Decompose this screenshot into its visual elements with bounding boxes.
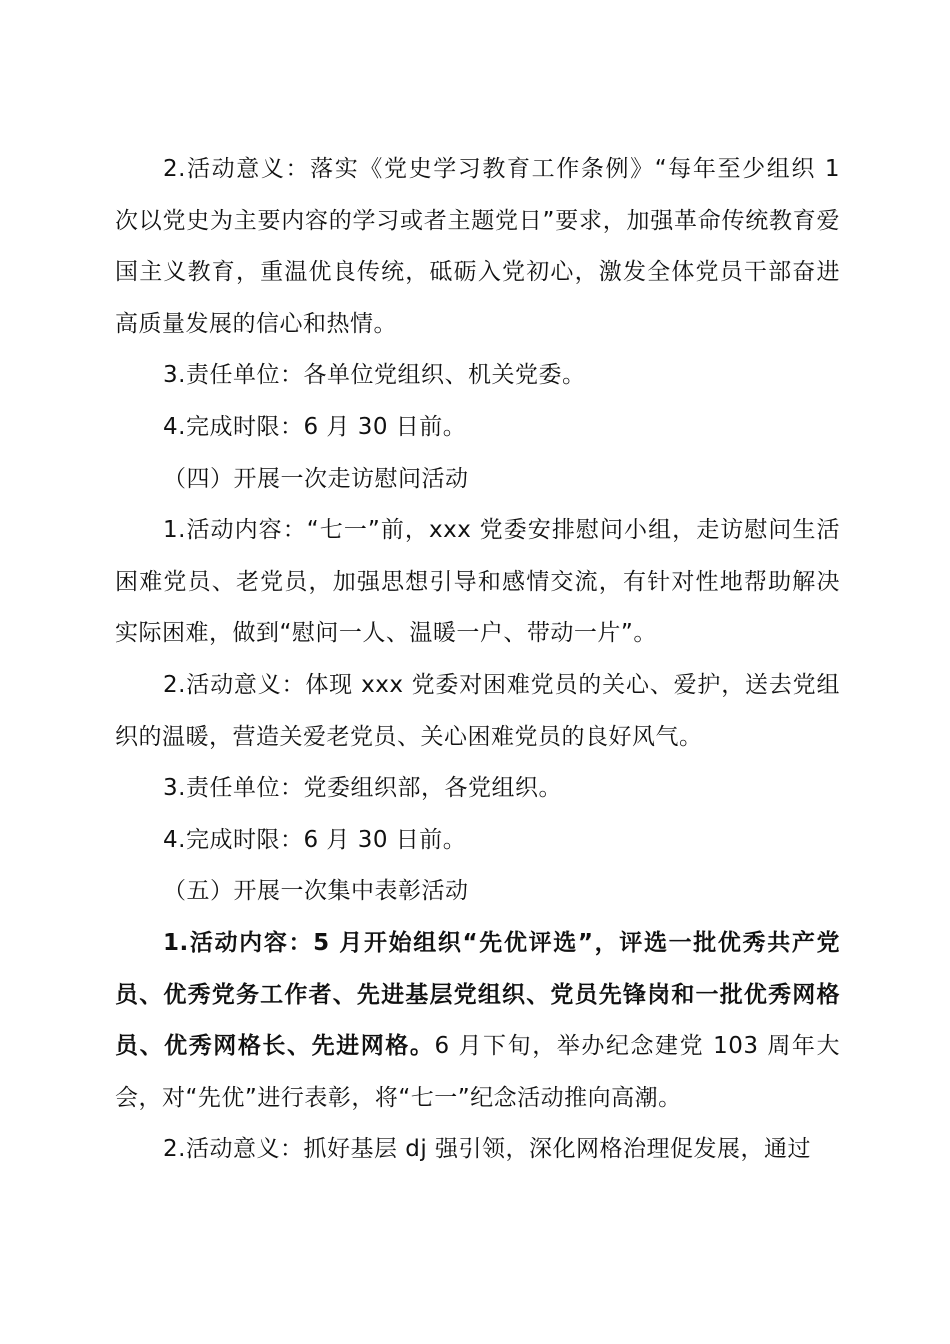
commendation-content-rest: 6 月下旬，举办纪念建党 103 周年大会，对“先优”进行表彰，将“七一”纪念活动推向高潮。 <box>115 1033 841 1111</box>
document-body <box>115 144 840 1176</box>
paragraph-visit-content: 1.活动内容：“七一”前，xxx 党委安排慰问小组，走访慰问生活困难党员、老党员，加强思想引导和感情交流，有针对性地帮助解决实际困难，做到“慰问一人、温暖一户、带动一片”。 <box>115 517 840 647</box>
paragraph-activity-significance: 2.活动意义：落实《党史学习教育工作条例》“每年至少组织 1 次以党史为主要内容的学习或者主题党日”要求，加强革命传统教育爱国主义教育，重温优良传统，砥砺入党初心，激发全体党员干部奋进高质量发展的信心和热情。 <box>115 156 840 337</box>
paragraph-commendation-content <box>115 918 840 1124</box>
paragraph-visit-deadline: 4.完成时限：6 月 30 日前。 <box>163 826 467 853</box>
paragraph-deadline: 4.完成时限：6 月 30 日前。 <box>163 413 467 440</box>
paragraph-visit-responsible-unit: 3.责任单位：党委组织部，各党组织。 <box>163 775 562 802</box>
section-heading-visit: （四）开展一次走访慰问活动 <box>163 465 469 492</box>
paragraph-commendation-significance: 2.活动意义：抓好基层 dj 强引领，深化网格治理促发展，通过 <box>163 1136 812 1163</box>
commendation-content-bold: 1.活动内容：5 月开始组织“先优评选”，评选一批优秀共产党员、优秀党务工作者、先进基层党组织、党员先锋岗和一批优秀网格员、优秀网格长、先进网格。 <box>115 929 840 1060</box>
section-heading-commendation: （五）开展一次集中表彰活动 <box>163 878 469 905</box>
paragraph-responsible-unit: 3.责任单位：各单位党组织、机关党委。 <box>163 362 586 389</box>
paragraph-visit-significance: 2.活动意义：体现 xxx 党委对困难党员的关心、爱护，送去党组织的温暖，营造关爱老党员、关心困难党员的良好风气。 <box>115 671 840 750</box>
